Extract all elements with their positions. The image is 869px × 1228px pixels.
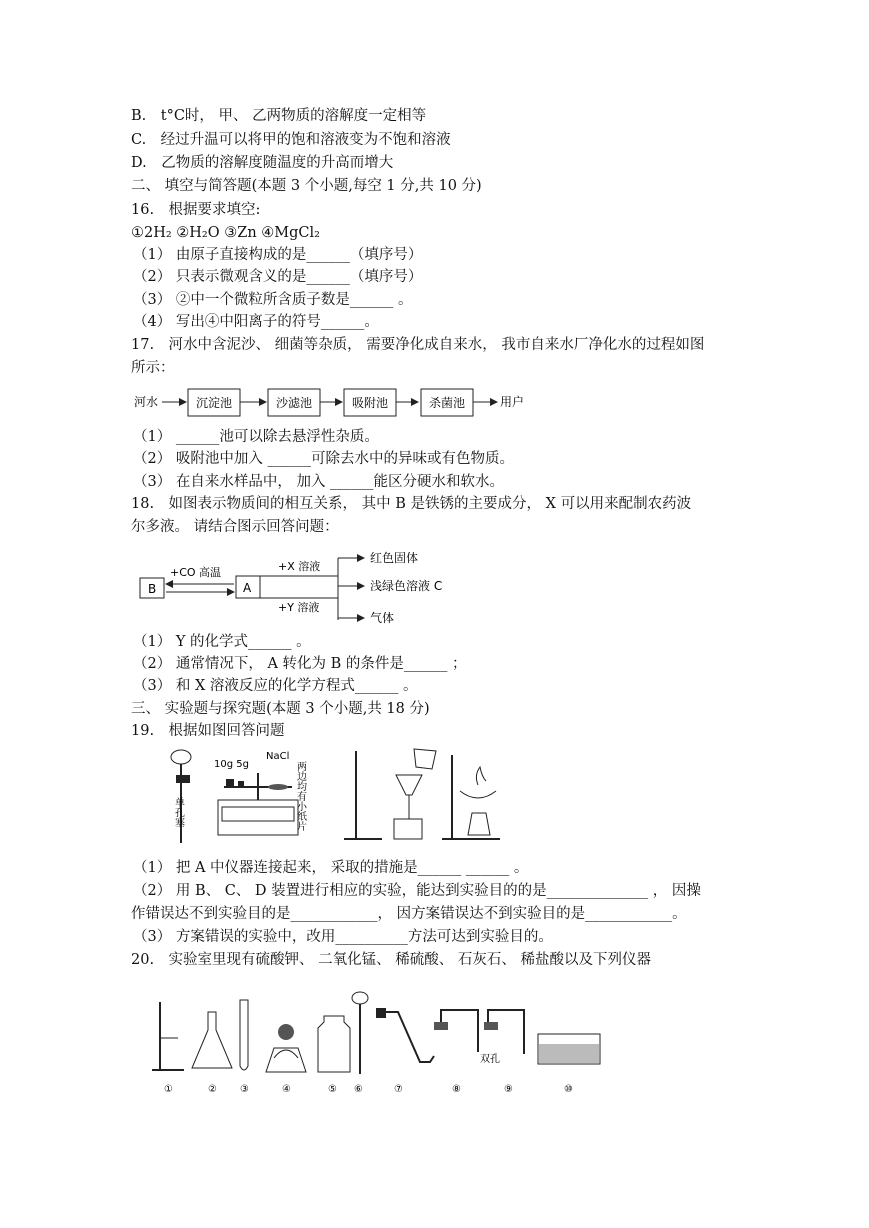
q19-part2: （2） 用 B、 C、 D 装置进行相应的实验，能达到实验目的的是______________ ， 因操: [133, 883, 701, 899]
option-c: C. 经过升温可以将甲的饱和溶液变为不饱和溶液: [131, 132, 451, 148]
q20-instruments-figure: [148, 982, 618, 1097]
balance-icon: [218, 773, 298, 835]
flow-step-1: 沉淀池: [196, 396, 233, 410]
q17-prompt-line1: 17. 河水中含泥沙、 细菌等杂质， 需要净化成自来水， 我市自来水厂净化水的过程如图: [131, 337, 705, 353]
q18-part1: （1） Y 的化学式______ 。: [133, 634, 311, 650]
q16-part2: （2） 只表示微观含义的是______（填序号）: [133, 269, 423, 285]
alcohol-lamp-icon: [266, 1024, 306, 1072]
option-b: B. t°C时， 甲、 乙两物质的溶解度一定相等: [131, 108, 427, 124]
label-1: ①: [164, 1084, 173, 1095]
flow-end: 用户: [500, 395, 525, 409]
label-5: ⑤: [328, 1084, 337, 1095]
section-2-heading: 二、 填空与简答题(本题 3 个小题,每空 1 分,共 10 分): [131, 178, 482, 194]
node-b: B: [148, 582, 157, 596]
q16-items: ①2H₂ ②H₂O ③Zn ④MgCl₂: [131, 225, 320, 241]
product-red-solid: 红色固体: [370, 551, 419, 565]
q19-part1: （1） 把 A 中仪器连接起来， 采取的措施是______ ______ 。: [133, 860, 529, 876]
q18-prompt-line1: 18. 如图表示物质间的相互关系， 其中 B 是铁锈的主要成分， X 可以用来配制农药波: [131, 496, 692, 512]
product-green-solution: 浅绿色溶液 C: [370, 579, 443, 593]
co-label: +CO 高温: [170, 566, 222, 579]
x-solution-label: +X 溶液: [278, 560, 321, 573]
flow-step-3: 吸附池: [352, 396, 389, 410]
option-d: D. 乙物质的溶解度随温度的升高而增大: [131, 155, 394, 171]
double-hole-stopper-icon: [484, 1010, 524, 1054]
conical-flask-icon: [192, 1012, 232, 1068]
q20-prompt: 20. 实验室里现有硫酸钾、 二氧化锰、 稀硫酸、 石灰石、 稀盐酸以及下列仪器: [131, 952, 651, 968]
long-neck-funnel-icon: [352, 992, 368, 1074]
y-solution-label: +Y 溶液: [278, 601, 320, 614]
q16-part3: （3） ②中一个微粒所含质子数是______ 。: [133, 292, 413, 308]
q17-part1: （1） ______池可以除去悬浮性杂质。: [133, 429, 379, 445]
label-8: ⑧: [452, 1084, 461, 1095]
q16-part4: （4） 写出④中阳离子的符号______。: [133, 314, 379, 330]
filtration-setup-icon: [344, 749, 436, 839]
label-2: ②: [208, 1084, 217, 1095]
label-9: ⑨: [504, 1084, 513, 1095]
q17-part3: （3） 在自来水样品中， 加入 ______能区分硬水和软水。: [133, 474, 505, 490]
section-3-heading: 三、 实验题与探究题(本题 3 个小题,共 18 分): [131, 701, 430, 717]
flow-step-4: 杀菌池: [429, 396, 466, 410]
q17-flow-diagram: [130, 384, 550, 424]
q19-part3: （3） 方案错误的实验中，改用__________方法可达到实验目的。: [133, 929, 553, 945]
water-trough-icon: [538, 1034, 600, 1064]
single-hole-stopper-icon: [434, 1010, 478, 1052]
q19-part2-cont: 作错误达不到实验目的是____________， 因方案错误达不到实验目的是____________。: [131, 906, 687, 922]
flow-step-2: 沙滤池: [276, 396, 313, 410]
q18-part2: （2） 通常情况下， A 转化为 B 的条件是______ ；: [133, 656, 467, 672]
q17-part2: （2） 吸附池中加入 ______可除去水中的异味或有色物质。: [133, 451, 514, 467]
nacl-label: NaCl: [266, 751, 290, 762]
q16-part1: （1） 由原子直接构成的是______（填序号）: [133, 247, 423, 263]
q18-prompt-line2: 尔多液。 请结合图示回答问题：: [131, 519, 339, 535]
paper-label: 两边均有小纸片: [294, 761, 306, 831]
test-tube-icon: [240, 1000, 248, 1070]
q19-apparatus-figure: [160, 745, 520, 850]
q17-prompt-line2: 所示：: [131, 360, 175, 376]
label-6: ⑥: [354, 1084, 363, 1095]
q18-relation-diagram: [138, 548, 478, 630]
weights-label: 10g 5g: [214, 759, 249, 770]
flow-start: 河水: [134, 395, 159, 409]
q18-part3: （3） 和 X 溶液反应的化学方程式______ 。: [133, 678, 418, 694]
label-7: ⑦: [394, 1084, 403, 1095]
rubber-plug-icon: [176, 775, 190, 783]
reagent-bottle-icon: [318, 1016, 350, 1072]
q16-prompt: 16. 根据要求填空:: [131, 202, 261, 218]
double-hole-label: 双孔: [480, 1054, 500, 1065]
product-gas: 气体: [370, 611, 395, 625]
label-10: ⑩: [564, 1084, 573, 1095]
q19-prompt: 19. 根据如图回答问题: [131, 723, 285, 739]
iron-stand-icon: [152, 1002, 184, 1070]
bent-tube-icon: [376, 1008, 434, 1062]
plug-label: 单孔塞: [172, 797, 184, 827]
label-3: ③: [240, 1084, 249, 1095]
label-4: ④: [282, 1084, 291, 1095]
evaporation-setup-icon: [442, 755, 500, 839]
node-a: A: [243, 581, 252, 595]
